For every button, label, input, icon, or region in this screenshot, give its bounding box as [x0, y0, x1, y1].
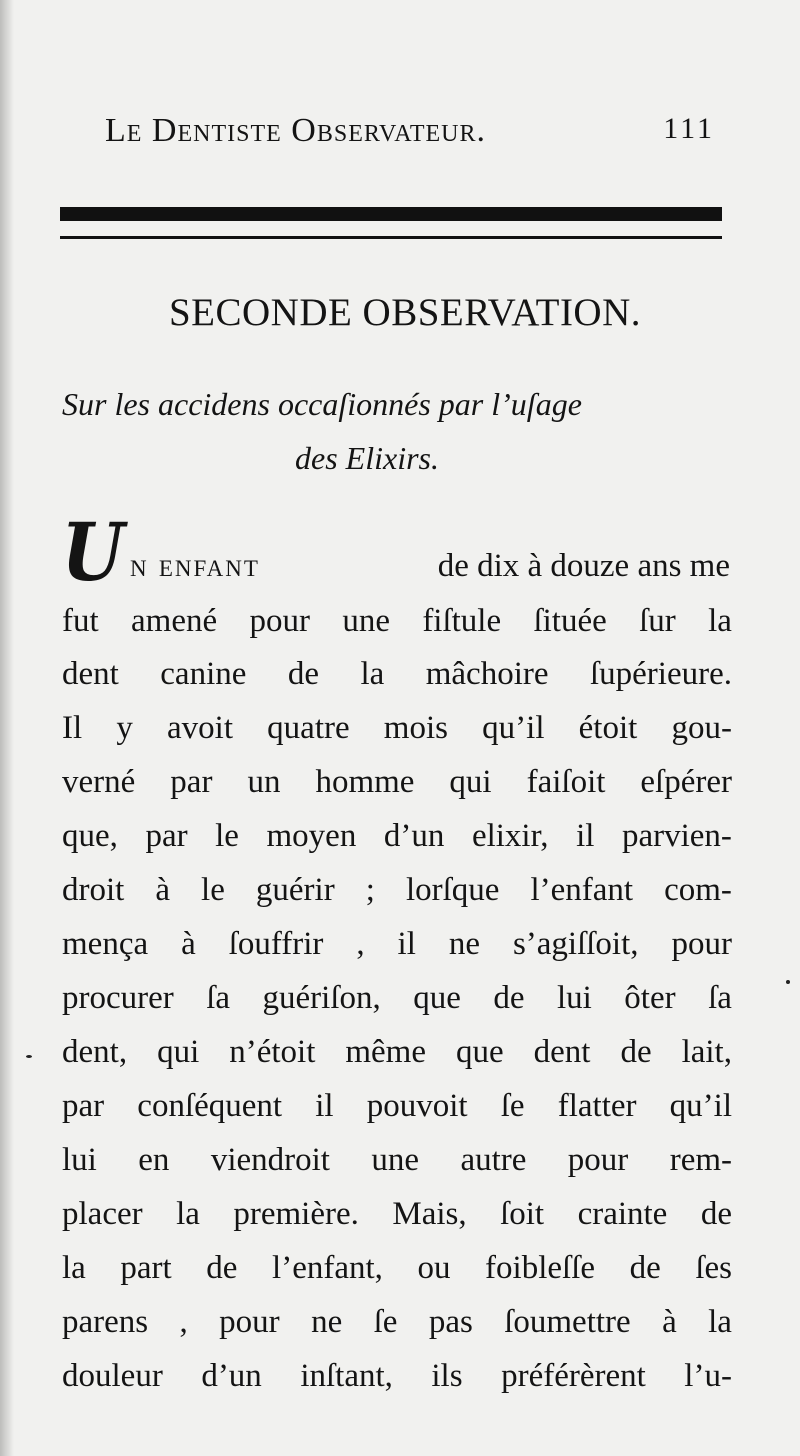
word: ils [431, 1358, 463, 1394]
body-line-14 [62, 1250, 732, 1286]
word: la [360, 656, 385, 692]
word: droit [62, 872, 125, 908]
word: moyen [266, 818, 357, 854]
word: le [201, 872, 225, 908]
word: ſoumettre [504, 1304, 631, 1340]
word: l’u- [684, 1358, 732, 1394]
word: ſur [639, 603, 676, 639]
word: qu’il [669, 1088, 732, 1124]
header-rule-thin [60, 236, 722, 239]
word: ; [365, 872, 375, 908]
word: ſouffrir [228, 926, 324, 962]
body-line-1 [130, 548, 730, 584]
word: première. [233, 1196, 359, 1232]
word: ne [311, 1304, 343, 1340]
word: guérir [255, 872, 335, 908]
word: lait, [681, 1034, 732, 1070]
word: pour [567, 1142, 629, 1178]
word: flatter [557, 1088, 637, 1124]
word: , [356, 926, 365, 962]
word: qu’il [482, 710, 545, 746]
word: dent [533, 1034, 591, 1070]
word: s’agiſſoit, [512, 926, 639, 962]
header-rule-thick [60, 207, 722, 221]
word: ſe [500, 1088, 525, 1124]
body-line-7 [62, 872, 732, 908]
word: viendroit [210, 1142, 330, 1178]
body-line-9 [62, 980, 732, 1016]
word: foibleſſe [485, 1250, 596, 1286]
word: quatre [267, 710, 350, 746]
word: faiſoit [526, 764, 606, 800]
word: parvien- [621, 818, 732, 854]
word: dent, [62, 1034, 128, 1070]
word: un [247, 764, 281, 800]
word: avoit [167, 710, 233, 746]
word: pas [428, 1304, 473, 1340]
running-title: Le Dentiste Observateur. [105, 112, 487, 149]
word: d’un [383, 818, 445, 854]
page-number: 111 [663, 112, 715, 145]
word: douleur [62, 1358, 163, 1394]
body-line-13 [62, 1196, 732, 1232]
body-line-16 [62, 1358, 732, 1394]
word: mença [62, 926, 149, 962]
word: dent [62, 656, 119, 692]
word: ſa [708, 980, 732, 1016]
word: crainte [577, 1196, 668, 1232]
ink-speck [26, 1055, 32, 1058]
body-line-text: de dix à douze ans me [437, 548, 730, 584]
word: Mais, [392, 1196, 467, 1232]
word: par [170, 764, 213, 800]
word: com- [664, 872, 732, 908]
word: de [206, 1250, 238, 1286]
word: procurer [62, 980, 174, 1016]
word: de [493, 980, 525, 1016]
word: que [455, 1034, 504, 1070]
word: eſpérer [640, 764, 732, 800]
word: la [62, 1250, 86, 1286]
word: lorſque [405, 872, 500, 908]
word: il [576, 818, 595, 854]
running-head [105, 112, 725, 156]
word: la [708, 1304, 732, 1340]
body-line-5 [62, 764, 732, 800]
word: de [287, 656, 319, 692]
word: en [138, 1142, 170, 1178]
body-line-4 [62, 710, 732, 746]
word: lui [62, 1142, 97, 1178]
word: même [345, 1034, 426, 1070]
word: parens [62, 1304, 149, 1340]
word: n’étoit [229, 1034, 316, 1070]
word: que, [62, 818, 118, 854]
word: pour [671, 926, 732, 962]
word: l’enfant, [272, 1250, 383, 1286]
word: elixir, [471, 818, 549, 854]
body-line-12 [62, 1142, 732, 1178]
word: ſes [695, 1250, 732, 1286]
word: placer [62, 1196, 143, 1232]
word: gou- [671, 710, 732, 746]
word: verné [62, 764, 136, 800]
word: de [629, 1250, 661, 1286]
word: une [342, 603, 390, 639]
word: lui [556, 980, 592, 1016]
body-line-11 [62, 1088, 732, 1124]
word: canine [160, 656, 247, 692]
word: ſoit [500, 1196, 545, 1232]
word: par [62, 1088, 105, 1124]
section-subtitle-line-1: Sur les accidens occaſionnés par l’uſage [62, 386, 582, 422]
word: de [700, 1196, 732, 1232]
body-line-8 [62, 926, 732, 962]
word: ſituée [533, 603, 607, 639]
word: à [155, 872, 171, 908]
word: ſupérieure. [589, 656, 732, 692]
ink-speck [786, 980, 790, 984]
section-subtitle-line-2: des Elixirs. [295, 440, 439, 476]
body-line-15 [62, 1304, 732, 1340]
body-line-10 [62, 1034, 732, 1070]
word: inſtant, [300, 1358, 393, 1394]
word: pour [249, 603, 310, 639]
word: à [181, 926, 196, 962]
word: , [179, 1304, 188, 1340]
word: pouvoit [366, 1088, 468, 1124]
word: qui [157, 1034, 200, 1070]
word: Il [62, 710, 83, 746]
word: fut [62, 603, 99, 639]
word: autre [460, 1142, 527, 1178]
word: qui [449, 764, 492, 800]
opening-small-caps: n enfant [130, 548, 260, 584]
word: étoit [578, 710, 638, 746]
word: il [315, 1088, 334, 1124]
word: il [397, 926, 416, 962]
word: homme [315, 764, 415, 800]
word: la [708, 603, 732, 639]
word: ou [417, 1250, 451, 1286]
word: d’un [201, 1358, 262, 1394]
word: que [413, 980, 461, 1016]
word: de [620, 1034, 652, 1070]
page-gutter-shadow [0, 0, 14, 1456]
word: la [176, 1196, 200, 1232]
word: le [215, 818, 239, 854]
body-line-6 [62, 818, 732, 854]
word: fiſtule [422, 603, 502, 639]
word: préférèrent [501, 1358, 646, 1394]
word: ſa [206, 980, 231, 1016]
word: à [662, 1304, 677, 1340]
word: ne [448, 926, 480, 962]
word: guériſon, [262, 980, 381, 1016]
word: par [145, 818, 188, 854]
word: conſéquent [137, 1088, 283, 1124]
word: pour [219, 1304, 280, 1340]
word: amené [131, 603, 218, 639]
word: rem- [669, 1142, 732, 1178]
drop-cap: U [61, 505, 125, 599]
section-title: SECONDE OBSERVATION. [168, 291, 642, 334]
word: ſe [373, 1304, 398, 1340]
body-line-3 [62, 656, 732, 692]
word: mâchoire [425, 656, 549, 692]
word: une [371, 1142, 420, 1178]
word: mois [383, 710, 448, 746]
word: part [120, 1250, 172, 1286]
body-line-2 [62, 603, 732, 639]
word: l’enfant [530, 872, 634, 908]
word: ôter [624, 980, 676, 1016]
word: y [116, 710, 133, 746]
